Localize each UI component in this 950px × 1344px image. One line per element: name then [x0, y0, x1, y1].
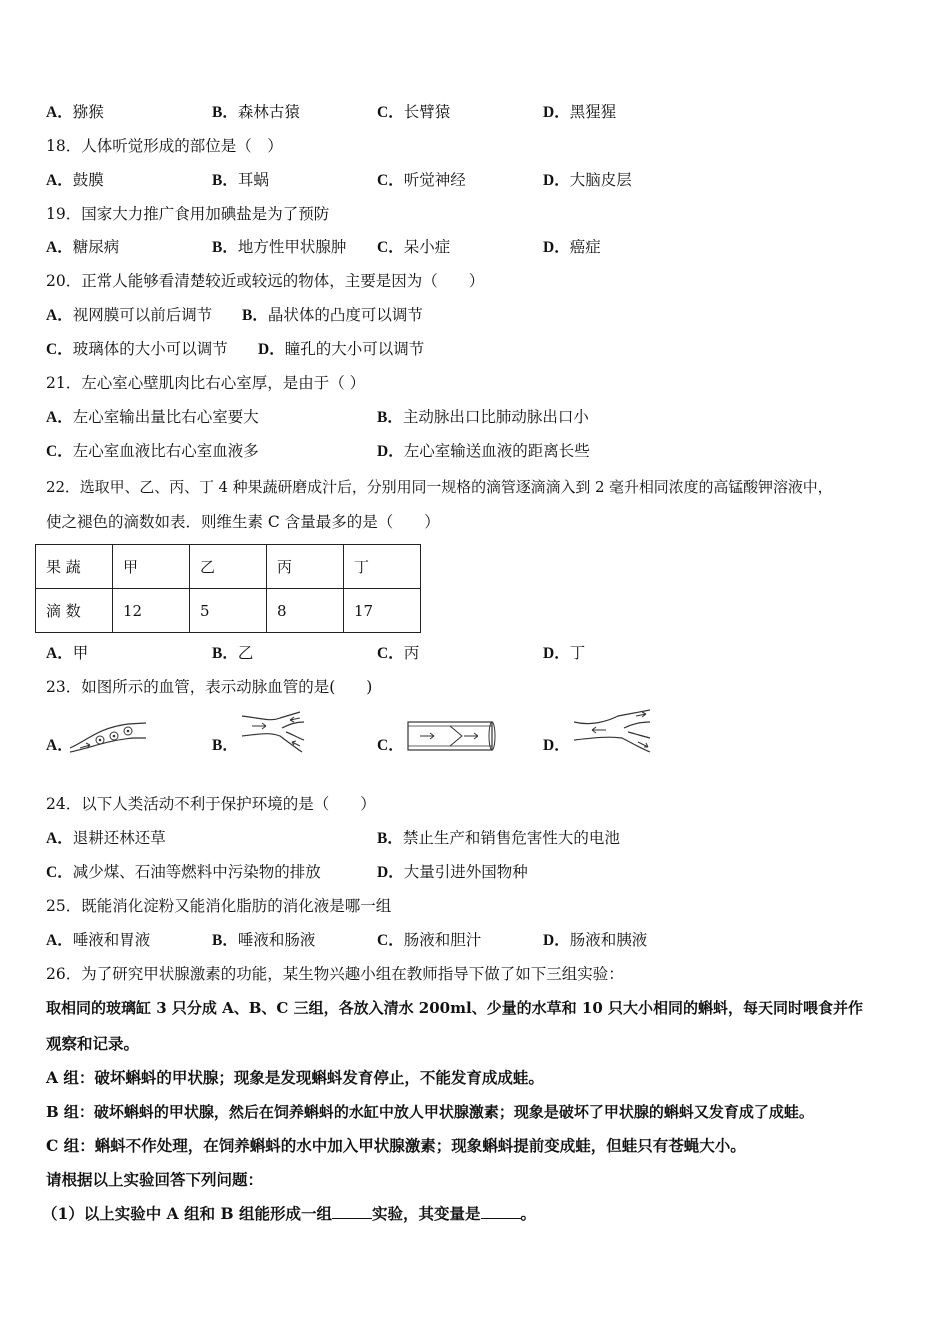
q26-group-c: C 组：蝌蚪不作处理，在饲养蝌蚪的水中加入甲状腺激素；现象蝌蚪提前变成蛙，但蛙只有苍蝇大小。 [46, 1136, 746, 1155]
table-cell: 滴 数 [36, 589, 113, 633]
q22-stem-line1: 22．选取甲、乙、丙、丁 4 种果蔬研磨成汁后，分别用同一规格的滴管逐滴滴入到 2 毫升相同浓度的高锰酸钾溶液中， [46, 478, 833, 496]
q26-setup-line2: 观察和记录。 [46, 1034, 140, 1053]
table-cell: 8 [267, 589, 344, 633]
table-cell: 乙 [190, 545, 267, 589]
answer-blank[interactable] [481, 1204, 521, 1219]
q20-stem: 20．正常人能够看清楚较近或较远的物体，主要是因为（ ） [46, 272, 485, 290]
q19-option-a: A．糖尿病 [46, 238, 120, 256]
q18-stem: 18．人体听觉形成的部位是（ ） [46, 137, 283, 155]
q22-stem-line2: 使之褪色的滴数如表．则维生素 C 含量最多的是（ ） [46, 513, 440, 531]
q19-option-c: C．呆小症 [377, 238, 451, 256]
q17-option-c: C．长臂猿 [377, 103, 451, 121]
q23-stem: 23．如图所示的血管，表示动脉血管的是( ) [46, 678, 373, 696]
q18-option-a: A．鼓膜 [46, 171, 104, 189]
q24-option-a: A．退耕还林还草 [46, 829, 166, 847]
q21-option-d: D．左心室输送血液的距离长些 [377, 442, 590, 460]
q26-prompt: 请根据以上实验回答下列问题： [46, 1170, 264, 1189]
q25-option-c: C．肠液和胆汁 [377, 931, 482, 949]
q23-option-a: A． [46, 737, 73, 754]
q25-option-d: D．肠液和胰液 [543, 931, 648, 949]
table-row [36, 589, 421, 633]
vein-converging-diagram [240, 710, 306, 754]
q20-option-b: B．晶状体的凸度可以调节 [242, 306, 423, 324]
q24-option-d: D．大量引进外国物种 [377, 863, 528, 881]
capillary-vessel-diagram [68, 718, 148, 754]
q26-setup-line1: 取相同的玻璃缸 3 只分成 A、B、C 三组，各放入清水 200ml、少量的水草和 10 只大小相同的蝌蚪，每天同时喂食并作 [46, 999, 864, 1017]
table-cell: 12 [113, 589, 190, 633]
table-cell: 丁 [344, 545, 421, 589]
artery-branching-diagram [570, 708, 654, 754]
q23-option-b: B． [212, 737, 238, 754]
q24-option-c: C．减少煤、石油等燃料中污染物的排放 [46, 863, 321, 881]
q21-option-a: A．左心室输出量比右心室要大 [46, 408, 259, 426]
q25-option-b: B．唾液和肠液 [212, 931, 316, 949]
q23-option-c: C． [377, 737, 404, 754]
table-cell: 丙 [267, 545, 344, 589]
q20-option-a: A．视网膜可以前后调节 [46, 306, 213, 324]
answer-blank[interactable] [332, 1204, 372, 1219]
q26-group-a: A 组：破坏蝌蚪的甲状腺；现象是发现蝌蚪发育停止，不能发育成成蛙。 [46, 1068, 544, 1087]
q24-option-b: B．禁止生产和销售危害性大的电池 [377, 829, 620, 847]
table-row [36, 545, 421, 589]
q26-group-b: B 组：破坏蝌蚪的甲状腺，然后在饲养蝌蚪的水缸中放人甲状腺激素；现象是破坏了甲状腺的蝌蚪又发育成了成蛙。 [46, 1103, 814, 1121]
q23-option-d: D． [543, 737, 570, 754]
q22-option-b: B．乙 [212, 644, 254, 662]
table-cell: 甲 [113, 545, 190, 589]
q25-stem: 25．既能消化淀粉又能消化脂肪的消化液是哪一组 [46, 897, 392, 915]
q17-option-d: D．黑猩猩 [543, 103, 617, 121]
q21-stem: 21．左心室心壁肌肉比右心室厚，是由于（ ） [46, 374, 366, 392]
table-cell: 5 [190, 589, 267, 633]
q18-option-b: B．耳蜗 [212, 171, 269, 189]
q20-option-c: C．玻璃体的大小可以调节 [46, 340, 228, 358]
q22-option-a: A．甲 [46, 644, 89, 662]
q25-option-a: A．唾液和胃液 [46, 931, 151, 949]
q18-option-d: D．大脑皮层 [543, 171, 632, 189]
q21-option-b: B．主动脉出口比肺动脉出口小 [377, 408, 589, 426]
q24-stem: 24．以下人类活动不利于保护环境的是（ ） [46, 795, 376, 813]
q18-option-c: C．听觉神经 [377, 171, 466, 189]
q19-stem: 19．国家大力推广食用加碘盐是为了预防 [46, 205, 330, 223]
q17-option-b: B．森林古猿 [212, 103, 300, 121]
q20-option-d: D．瞳孔的大小可以调节 [258, 340, 425, 358]
q26-stem: 26．为了研究甲状腺激素的功能，某生物兴趣小组在教师指导下做了如下三组实验： [46, 965, 624, 983]
q17-option-a: A．猕猴 [46, 103, 104, 121]
q26-subquestion-1: （1）以上实验中 A 组和 B 组能形成一组 实验，其变量是 。 [42, 1204, 537, 1223]
table-cell: 17 [344, 589, 421, 633]
q22-option-c: C．丙 [377, 644, 420, 662]
q21-option-c: C．左心室血液比右心室血液多 [46, 442, 259, 460]
q19-option-b: B．地方性甲状腺肿 [212, 238, 347, 256]
vein-valve-diagram [406, 720, 496, 752]
table-cell: 果 蔬 [36, 545, 113, 589]
q19-option-d: D．癌症 [543, 238, 601, 256]
q22-option-d: D．丁 [543, 644, 586, 662]
fruit-veg-table [35, 544, 421, 633]
